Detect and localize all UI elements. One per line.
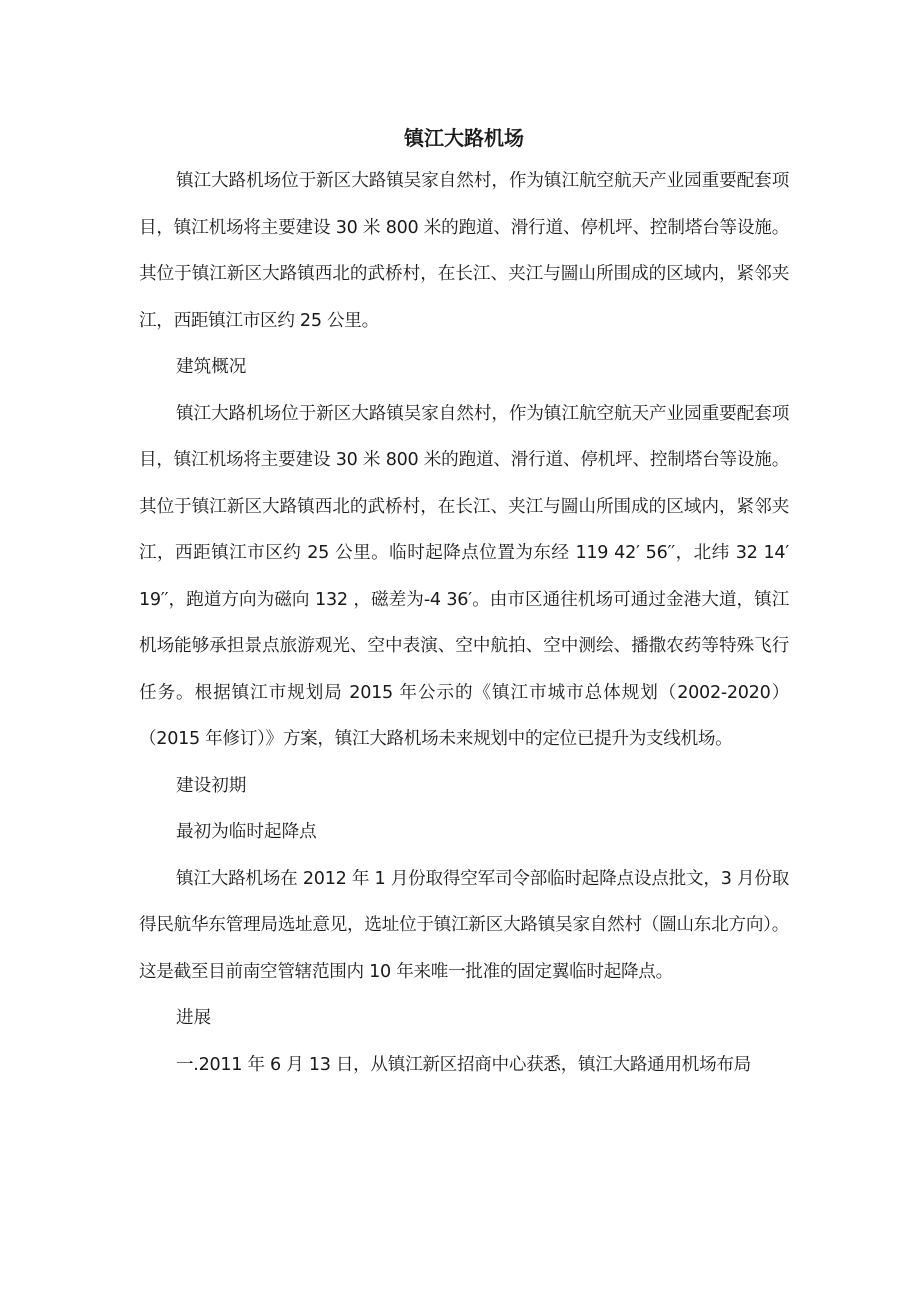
paragraph-early-construction: 镇江大路机场在 2012 年 1 月份取得空军司令部临时起降点设点批文，3 月份取得民航华东管理局选址意见，选址位于镇江新区大路镇吴家自然村（圌山东北方向）。这是截至目前南空管辖范围内 10 年来唯一批准的固定翼临时起降点。 — [139, 868, 789, 982]
section-subheading-temporary-point: 最初为临时起降点 — [176, 822, 317, 842]
paragraph-overview: 镇江大路机场位于新区大路镇吴家自然村，作为镇江航空航天产业园重要配套项目，镇江机场将主要建设 30 米 800 米的跑道、滑行道、停机坪、控制塔台等设施。其位于镇江新区大路镇西北的武桥村，在长江、夹江与圌山所围成的区域内，紧邻夹江，西距镇江市区约 25 公里。临时起降点位置为东经 119 42′ 56′′，北纬 32 14′ 19′′，跑道方向为磁向 132 ，磁差为-4 36′。由市区通往机场可通过金港大道，镇江机场能够承担景点旅游观光、空中表演、空中航拍、空中测绘、播撒农药等特殊飞行任务。根据镇江市规划局 2015 年公示的《镇江市城市总体规划（2002-2020）（2015 年修订）》方案，镇江大路机场未来规划中的定位已提升为支线机场。 — [139, 403, 789, 749]
section-heading-progress: 进展 — [176, 1008, 212, 1028]
paragraph-progress: 一.2011 年 6 月 13 日，从镇江新区招商中心获悉，镇江大路通用机场布局 — [176, 1054, 751, 1075]
section-heading-overview: 建筑概况 — [176, 357, 247, 377]
document-page — [139, 118, 789, 1088]
section-heading-early-construction: 建设初期 — [176, 775, 247, 796]
paragraph-intro: 镇江大路机场位于新区大路镇吴家自然村，作为镇江航空航天产业园重要配套项目，镇江机场将主要建设 30 米 800 米的跑道、滑行道、停机坪、控制塔台等设施。其位于镇江新区大路镇西北的武桥村，在长江、夹江与圌山所围成的区域内，紧邻夹江，西距镇江市区约 25 公里。 — [139, 171, 789, 331]
document-title: 镇江大路机场 — [404, 126, 524, 150]
